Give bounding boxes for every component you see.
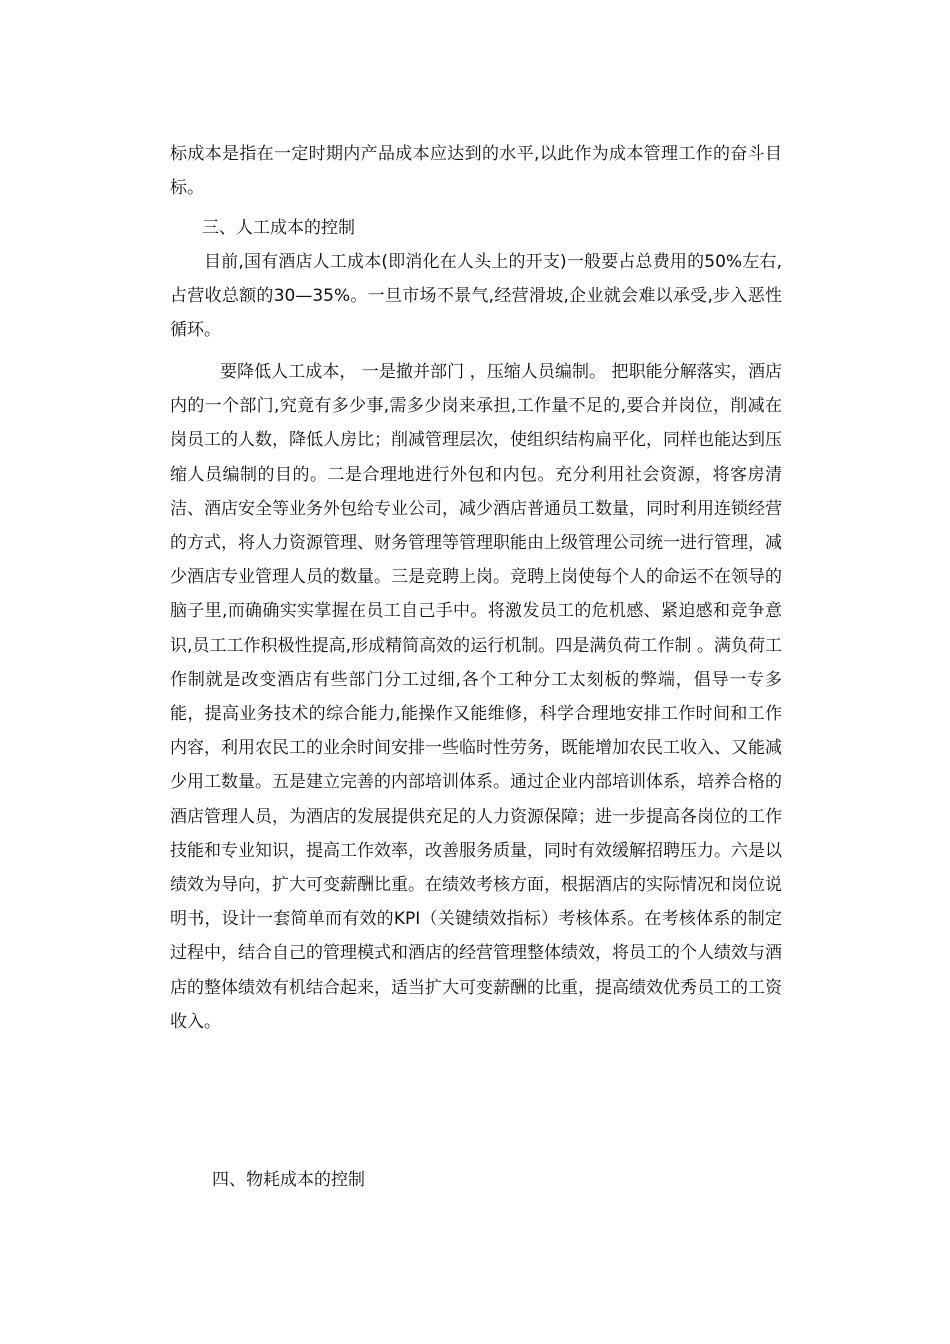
paragraph-reduce-labor-cost: 要降低人工成本， 一是撤并部门 ，压缩人员编制。 把职能分解落实，酒店内的一个部门,究竟有多少事,需多少岗来承担,工作量不足的,要合并岗位，削减在岗员工的人数，降低人房比；削减管理层次，使组织结构扁平化，同样也能达到压缩人员编制的目的。二是合理地进行外包和内包。充分利用社会资源，将客房清洁、酒店安全等业务外包给专业公司，减少酒店普通员工数量，同时利用连锁经营的方式，将人力资源管理、财务管理等管理职能由上级管理公司统一进行管理，减少酒店专业管理人员的数量。三是竞聘上岗。竞聘上岗使每个人的命运不在领导的脑子里,而确确实实掌握在员工自己手中。将激发员工的危机感、紧迫感和竞争意识,员工工作积极性提高,形成精简高效的运行机制。四是满负荷工作制 。满负荷工作制就是改变酒店有些部门分工过细,各个工种分工太刻板的弊端，倡导一专多能，提高业务技术的综合能力,能操作又能维修，科学合理地安排工作时间和工作内容，利用农民工的业余时间安排一些临时性劳务，既能增加农民工收入、又能减少用工数量。五是建立完善的内部培训体系。通过企业内部培训体系，培养合格的酒店管理人员，为酒店的发展提供充足的人力资源保障；进一步提高各岗位的工作技能和专业知识，提高工作效率，改善服务质量，同时有效缓解招聘压力。六是以绩效为导向，扩大可变薪酬比重。在绩效考核方面，根据酒店的实际情况和岗位说明书，设计一套简单而有效的KPI（关键绩效指标）考核体系。在考核体系的制定过程中，结合自己的管理模式和酒店的经营管理整体绩效，将员工的个人绩效与酒店的整体绩效有机结合起来，适当扩大可变薪酬的比重，提高绩效优秀员工的工资收入。 [170,362,782,1032]
section-heading-material-cost: 四、物耗成本的控制 [212,1170,365,1190]
paragraph-target-cost-ending: 标成本是指在一定时期内产品成本应达到的水平,以此作为成本管理工作的奋斗目标。 [170,144,782,199]
section-heading-labor-cost: 三、人工成本的控制 [202,218,355,238]
paragraph-labor-cost-share: 目前,国有酒店人工成本(即消化在人头上的开支)一般要占总费用的50%左右,占营收总额的30—35%。一旦市场不景气,经营滑坡,企业就会难以承受,步入恶性循环。 [170,252,782,341]
